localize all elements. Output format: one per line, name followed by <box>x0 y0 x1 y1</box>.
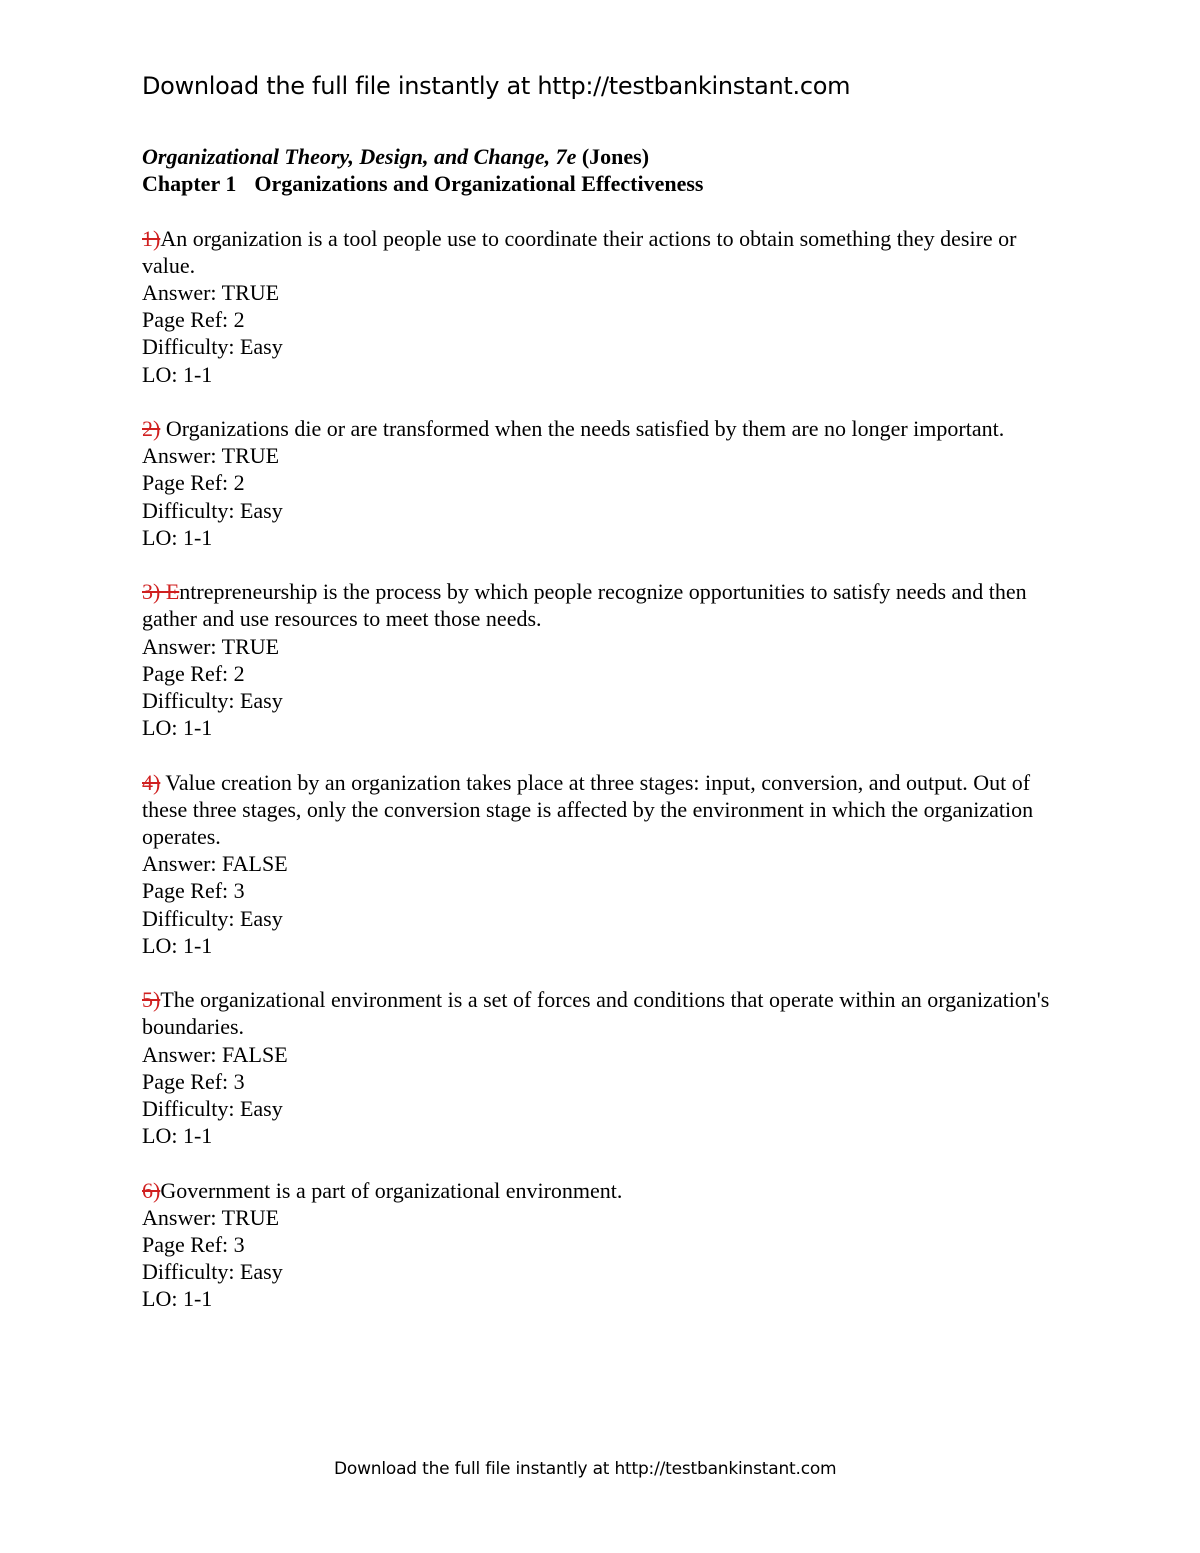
question-lo: LO: 1-1 <box>142 932 213 958</box>
question-lo: LO: 1-1 <box>142 524 213 550</box>
book-title <box>142 143 1072 170</box>
question-lo: LO: 1-1 <box>142 1123 213 1149</box>
chapter-heading <box>142 170 1072 197</box>
question-page-ref: Page Ref: 2 <box>142 470 245 496</box>
question-text: An organization is a tool people use to coordinate their actions to obtain something they desire or value. <box>142 225 1017 278</box>
chapter-title: Organizations and Organizational Effectiveness <box>254 171 704 197</box>
question-page-ref: Page Ref: 3 <box>142 878 245 904</box>
question-difficulty: Difficulty: Easy <box>142 905 283 931</box>
question-stem <box>142 769 1072 851</box>
question-difficulty: Difficulty: Easy <box>142 1259 283 1285</box>
question-difficulty: Difficulty: Easy <box>142 497 283 523</box>
question-lo: LO: 1-1 <box>142 1286 213 1312</box>
question-stem <box>142 1177 1072 1204</box>
question-item <box>142 225 1072 388</box>
question-difficulty: Difficulty: Easy <box>142 688 283 714</box>
question-answer: Answer: TRUE <box>142 280 280 305</box>
question-text: Government is a part of organizational environment. <box>160 1177 623 1203</box>
question-stem <box>142 578 1072 632</box>
question-number: 3) E <box>142 579 180 605</box>
header-download-banner: Download the full file instantly at http://testbankinstant.com <box>142 72 851 100</box>
question-stem <box>142 986 1072 1040</box>
question-answer: Answer: TRUE <box>142 633 280 659</box>
question-item <box>142 415 1072 551</box>
question-item <box>142 578 1072 741</box>
question-page-ref: Page Ref: 2 <box>142 660 245 686</box>
chapter-number: Chapter 1 <box>142 171 237 197</box>
question-lo: LO: 1-1 <box>142 715 213 741</box>
question-stem <box>142 415 1072 442</box>
question-number: 1) <box>142 225 161 251</box>
question-answer: Answer: FALSE <box>142 1041 288 1067</box>
question-answer: Answer: TRUE <box>142 443 280 469</box>
question-item <box>142 769 1072 959</box>
question-text: Value creation by an organization takes place at three stages: input, conversion, and output. Out of these three stages, only the conversion stage is affected by the environment in which the organization operates. <box>142 769 1034 850</box>
question-number: 5) <box>142 987 161 1013</box>
question-difficulty: Difficulty: Easy <box>142 334 283 360</box>
question-number: 4) <box>142 769 161 795</box>
footer-download-banner: Download the full file instantly at http://testbankinstant.com <box>334 1459 837 1479</box>
question-answer: Answer: TRUE <box>142 1204 280 1230</box>
question-answer: Answer: FALSE <box>142 851 288 877</box>
question-text: The organizational environment is a set of forces and conditions that operate within an organization's boundaries. <box>142 987 1050 1040</box>
question-page-ref: Page Ref: 3 <box>142 1232 245 1258</box>
question-difficulty: Difficulty: Easy <box>142 1096 283 1122</box>
book-author: (Jones) <box>581 144 650 169</box>
question-item <box>142 1177 1072 1313</box>
question-text: ntrepreneurship is the process by which people recognize opportunities to satisfy needs and then gather and use resources to meet those needs. <box>142 579 1027 632</box>
question-number: 6) <box>142 1177 161 1203</box>
question-page-ref: Page Ref: 3 <box>142 1068 245 1094</box>
question-item <box>142 986 1072 1149</box>
document-body <box>142 143 1072 1340</box>
question-text: Organizations die or are transformed when the needs satisfied by them are no longer important. <box>160 416 1005 441</box>
question-page-ref: Page Ref: 2 <box>142 307 245 333</box>
question-lo: LO: 1-1 <box>142 361 213 387</box>
question-stem <box>142 225 1072 279</box>
book-title-italic: Organizational Theory, Design, and Change, 7e <box>142 144 577 169</box>
question-number: 2) <box>142 416 161 441</box>
